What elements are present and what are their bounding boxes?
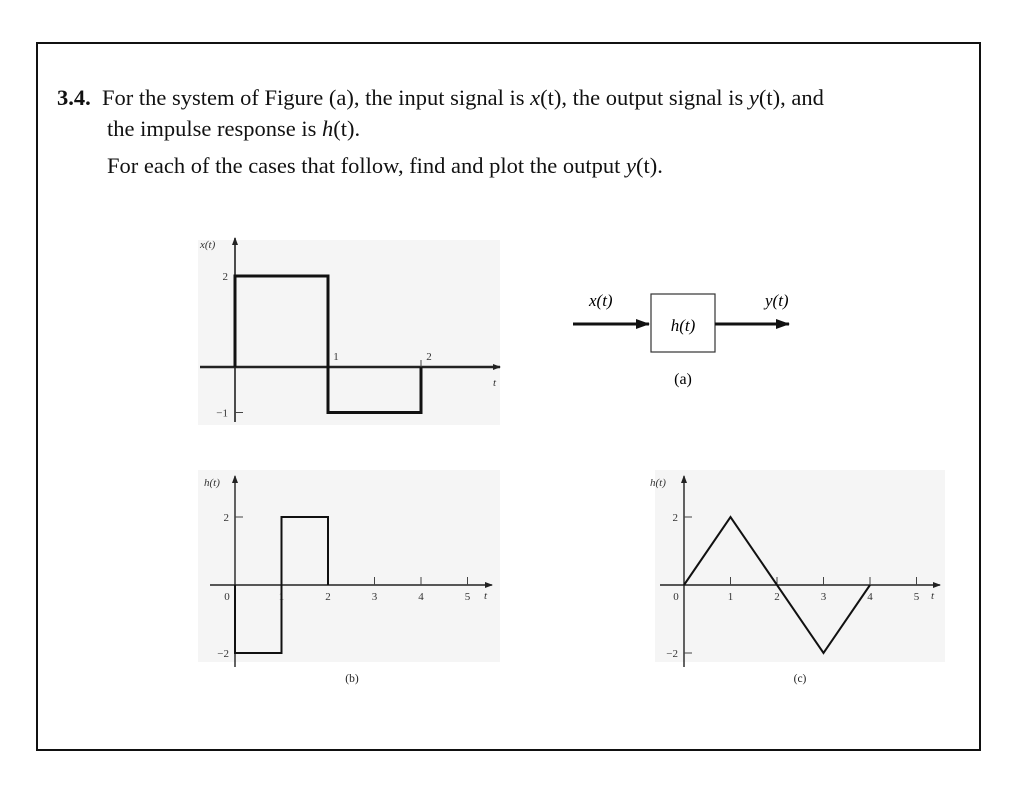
math-symbol: y: [748, 85, 759, 110]
block-diagram: [573, 291, 789, 388]
math-arg: (t): [636, 153, 658, 178]
x-tick-label: 0: [224, 591, 230, 603]
input-label: x(t): [589, 291, 613, 310]
y-tick-label: −2: [666, 648, 678, 660]
math-arg: (t): [333, 116, 355, 141]
math-symbol: h: [321, 116, 334, 141]
problem-text: For each of the cases that follow, find and plot the output: [107, 153, 627, 178]
x-tick-label: 1: [278, 591, 285, 603]
chart-x-background: [198, 240, 500, 425]
x-tick-label: 3: [371, 591, 378, 603]
chart-h-b-background: [198, 470, 500, 662]
math-symbol: y: [626, 153, 637, 178]
chart-x-xlabel: t: [493, 377, 497, 389]
math-symbol: x: [530, 85, 541, 110]
problem-text: , and: [780, 85, 824, 110]
problem-number: 3.4.: [57, 85, 91, 110]
problem-text: , the output signal is: [561, 85, 749, 110]
y-tick-label: −2: [217, 648, 229, 660]
y-tick-label: 2: [222, 271, 228, 283]
chart-h-c-xlabel: t: [931, 590, 935, 602]
math-arg: (t): [540, 85, 562, 110]
x-tick-label: 4: [418, 591, 424, 603]
x-tick-label: 5: [913, 591, 920, 603]
problem-text: For the system of Figure (a), the input signal is: [102, 85, 531, 110]
x-tick-label: 4: [867, 591, 873, 603]
x-tick-label: 0: [673, 591, 679, 603]
chart-h-c: [650, 470, 945, 685]
output-label: y(t): [765, 291, 789, 310]
chart-h-b: [198, 470, 500, 685]
x-tick-label: 2: [325, 591, 331, 603]
chart-h-c-background: [655, 470, 945, 662]
x-tick-label: 1: [727, 591, 734, 603]
chart-x-ylabel: x(t): [200, 239, 216, 251]
chart-h-b-xlabel: t: [484, 590, 488, 602]
block-label: h(t): [670, 316, 696, 335]
caption-c: (c): [793, 673, 807, 685]
y-tick-label: 2: [223, 512, 229, 524]
chart-h-b-ylabel: h(t): [204, 477, 220, 489]
problem-text: the impulse response is: [107, 116, 322, 141]
chart-x: [198, 238, 500, 425]
caption-a: (a): [674, 371, 692, 388]
caption-b: (b): [345, 673, 359, 685]
x-tick-label: 2: [426, 351, 432, 363]
problem-text: .: [657, 153, 663, 178]
problem-text: .: [354, 116, 361, 141]
y-tick-label: 2: [672, 512, 678, 524]
math-arg: (t): [758, 85, 781, 110]
x-tick-label: 5: [464, 591, 471, 603]
x-tick-label: 3: [820, 591, 827, 603]
y-tick-label: −1: [216, 407, 228, 420]
chart-h-c-ylabel: h(t): [650, 477, 666, 489]
x-tick-label: 2: [774, 591, 780, 603]
x-tick-label: 1: [333, 351, 339, 363]
